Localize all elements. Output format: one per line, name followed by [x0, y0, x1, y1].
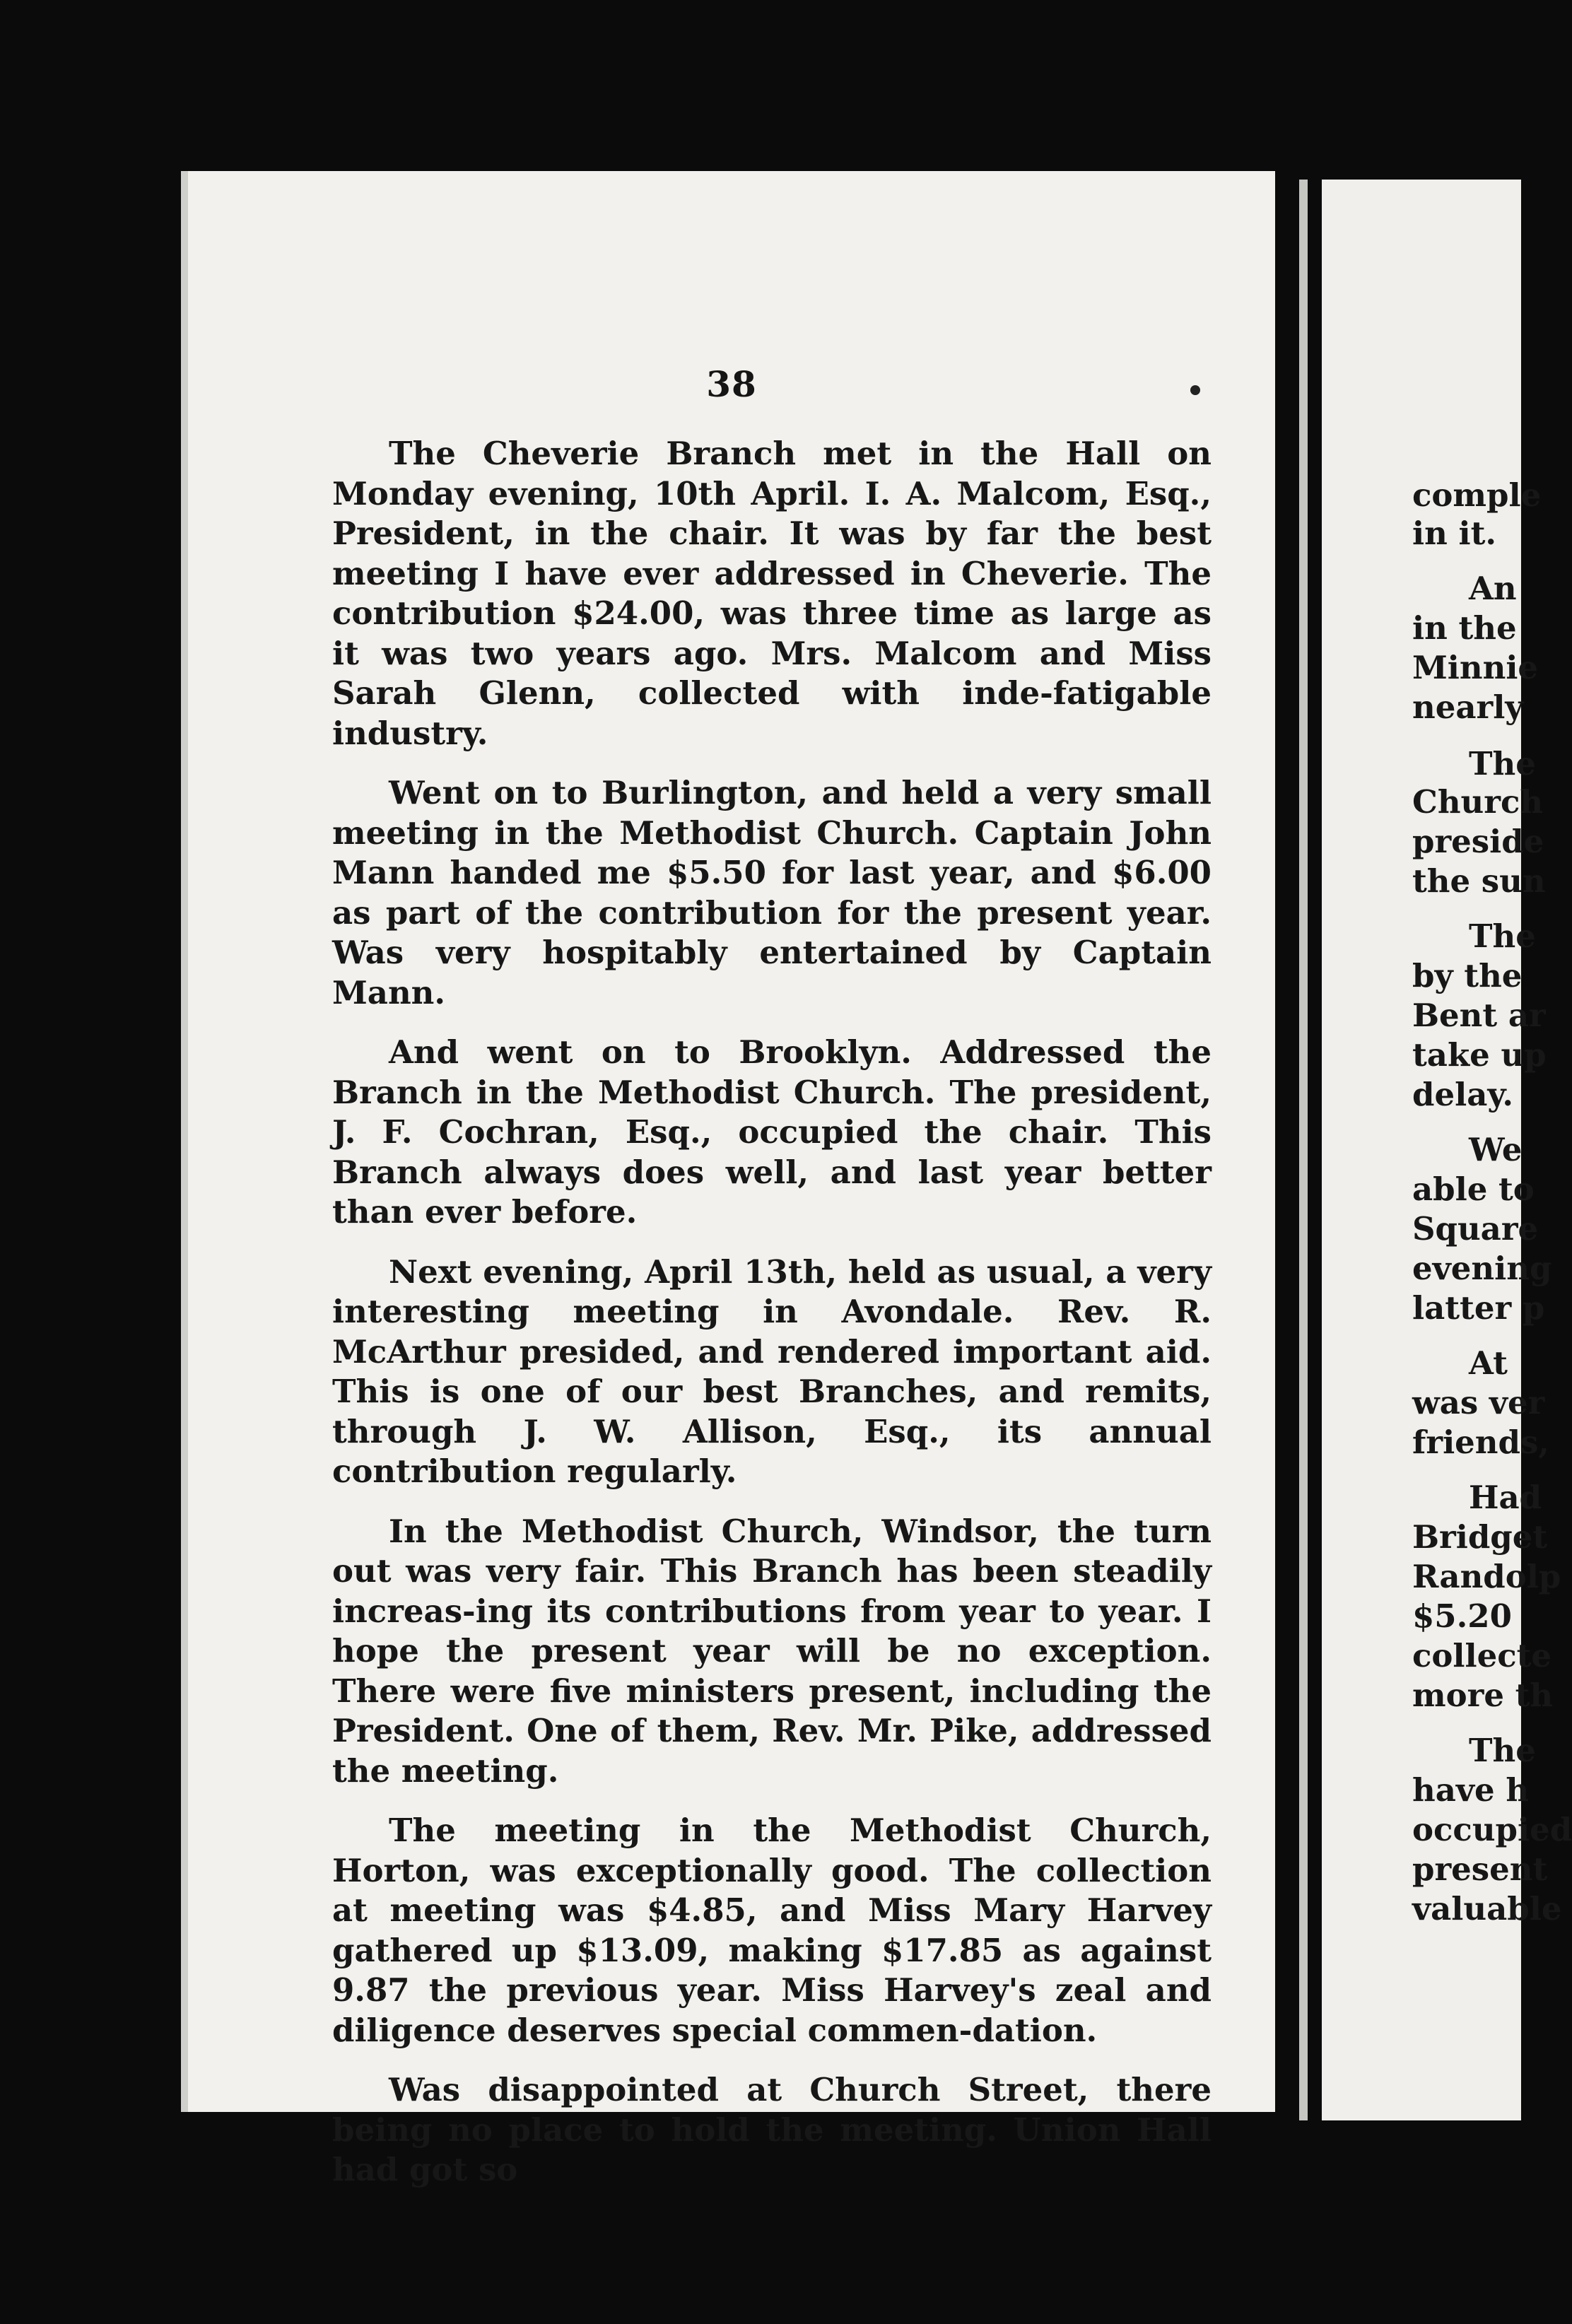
next-page-line: valuable [1412, 1890, 1562, 1927]
next-page-line: We [1469, 1131, 1523, 1168]
next-page-line: Randolp [1412, 1558, 1561, 1595]
next-page-line: Bridget [1412, 1518, 1548, 1556]
next-page-line: preside [1412, 823, 1544, 860]
next-page-line: Had [1469, 1479, 1542, 1516]
paragraph-horton: The meeting in the Methodist Church, Horton, was exceptionally good. The collection at meeting was $4.85, and Miss Mary Harvey gathered up $13.09, making $17.85 as against 9.87 the previous year. Miss Harvey's zeal and diligence deserves special commen-dation. [332, 1812, 1212, 2049]
next-page-line: evening [1412, 1250, 1552, 1287]
next-page-line: the sun [1412, 862, 1546, 900]
page-number: 38 [706, 363, 757, 405]
paragraph-brooklyn: And went on to Brooklyn. Addressed the Branch in the Methodist Church. The president, J. F. Cochran, Esq., occupied the chair. This Branch always does well, and last year better than ever before. [332, 1033, 1212, 1231]
next-page-line: Square [1412, 1210, 1539, 1248]
paragraph-windsor: In the Methodist Church, Windsor, the turn out was very fair. This Branch has been steadily increas-ing its contributions from year to year. I hope the present year will be no exception. There were five ministers present, including the President. One of them, Rev. Mr. Pike, addressed the meeting. [332, 1512, 1212, 1790]
book-page-right-cropped [1322, 180, 1572, 2120]
next-page-line: by the [1412, 957, 1523, 994]
next-page-line: The [1469, 745, 1536, 782]
next-page-line: able to [1412, 1170, 1535, 1208]
next-page-line: $5.20 [1412, 1597, 1512, 1635]
next-page-line: comple [1412, 476, 1542, 514]
next-page-line: The [1469, 1732, 1536, 1769]
next-page-line: The [1469, 917, 1536, 955]
next-page-line: Church [1412, 783, 1544, 821]
paragraph-cheverie: The Cheverie Branch met in the Hall on Monday evening, 10th April. I. A. Malcom, Esq., President, in the chair. It was by far the best meeting I have ever addressed in Cheverie. The contribution $24.00, was three time as large as it was two years ago. Mrs. Malcom and Miss Sarah Glenn, collected with inde-fatigable industry. [332, 435, 1212, 752]
book-page-left [181, 171, 1275, 2188]
paragraph-burlington: Went on to Burlington, and held a very small meeting in the Methodist Church. Captain John Mann handed me $5.50 for last year, and $6.00 as part of the contribution for the present year. Was very hospitably entertained by Captain Mann. [332, 774, 1212, 1011]
next-page-line: present [1412, 1850, 1548, 1888]
next-page-line: in it. [1412, 515, 1497, 552]
next-page-line: latter p [1412, 1289, 1545, 1327]
next-page-line: more th [1412, 1677, 1554, 1714]
next-page-line: collecte [1412, 1637, 1552, 1674]
next-page-line: in the [1412, 609, 1517, 647]
next-page-line: delay. [1412, 1076, 1513, 1113]
next-page-line: occupied [1412, 1811, 1572, 1848]
paragraph-church-street: Was disappointed at Church Street, there being no place to hold the meeting. Union Hall had got so [332, 2071, 1212, 2188]
paragraph-avondale: Next evening, April 13th, held as usual, a very interesting meeting in Avondale. Rev. R. McArthur presided, and rendered important aid. This is one of our best Branches, and remits, through J. W. Allison, Esq., its annual contribution regularly. [332, 1252, 1212, 1490]
next-page-line: take up [1412, 1036, 1547, 1074]
page-body-text [332, 434, 1212, 2210]
next-page-line: Minnie [1412, 649, 1539, 686]
next-page-line: nearly [1412, 688, 1524, 726]
next-page-line: Bent ar [1412, 997, 1546, 1034]
next-page-line: have h [1412, 1771, 1530, 1809]
next-page-line: friends, [1412, 1424, 1549, 1461]
ink-speck [1190, 385, 1200, 395]
next-page-line: was ver [1412, 1384, 1545, 1421]
next-page-line: At [1469, 1344, 1508, 1382]
page-gutter-line [1299, 180, 1308, 2120]
next-page-line: An [1469, 570, 1517, 607]
